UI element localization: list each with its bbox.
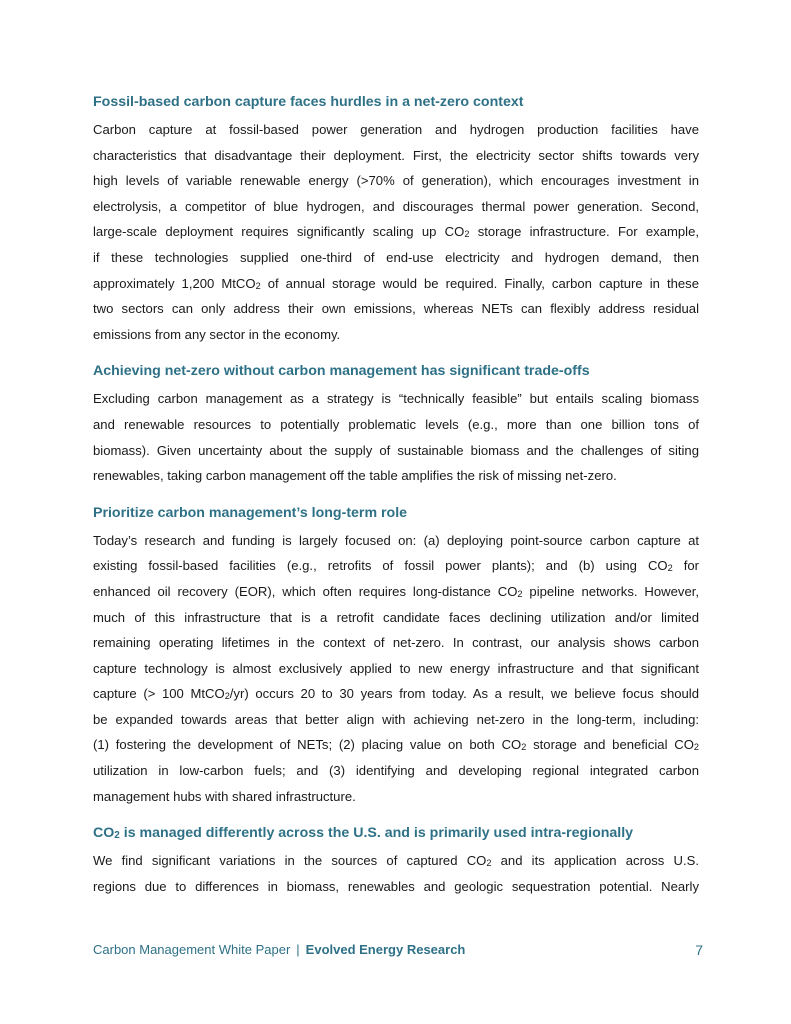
paragraph-line: management hubs with shared infrastructure. xyxy=(93,788,356,804)
subscript-2: 2 xyxy=(486,858,492,869)
subscript-2: 2 xyxy=(114,830,120,842)
section-heading: Achieving net-zero without carbon management has significant trade-offs xyxy=(93,363,590,380)
paragraph-line: utilization in low-carbon fuels; and (3) identifying and developing regional integrated carbon xyxy=(93,763,699,779)
subscript-2: 2 xyxy=(255,280,261,291)
paragraph-line: Excluding carbon management as a strategy is “technically feasible” but entails scaling biomass xyxy=(93,391,699,407)
paragraph-line: two sectors can only address their own emissions, whereas NETs can flexibly address residual xyxy=(93,301,699,317)
section-paragraph xyxy=(93,117,699,347)
section-without-carbon-management xyxy=(93,361,699,488)
subscript-2: 2 xyxy=(224,691,230,702)
section-paragraph xyxy=(93,848,699,899)
section-paragraph xyxy=(93,528,699,810)
paragraph-line: existing fossil-based facilities (e.g., retrofits of fossil power plants); and (b) using $CO_2$ for xyxy=(93,558,700,574)
footer-organization: Evolved Energy Research xyxy=(305,942,466,957)
paragraph-line: (1) fostering the development of NETs; (2) placing value on both $CO_2$ storage and beneficial $CO_2$ xyxy=(93,737,699,753)
paragraph-line: renewables, taking carbon management off the table amplifies the risk of missing net-zero. xyxy=(93,468,617,484)
section-heading: $CO_2$ is managed differently across the U.S. and is primarily used intra-regionally xyxy=(93,825,634,842)
paragraph-line: if these technologies supplied one-third of end-use electricity and hydrogen demand, then xyxy=(93,249,699,265)
paragraph-line: electrolysis, a competitor of blue hydrogen, and discourages thermal power generation. Second, xyxy=(93,198,699,214)
subscript-2: 2 xyxy=(521,742,527,753)
subscript-2: 2 xyxy=(693,742,699,753)
subscript-2: 2 xyxy=(667,563,673,574)
paragraph-line: We find significant variations in the sources of captured $CO_2$ and its application across U.S. xyxy=(93,853,700,869)
subscript-2: 2 xyxy=(517,588,523,599)
paragraph-line: capture (> 100 MtCO$_2$/yr) occurs 20 to 30 years from today. As a result, we believe focus should xyxy=(93,686,699,702)
section-long-term-role xyxy=(93,503,699,810)
footer-title: Carbon Management White Paper xyxy=(93,942,291,957)
paragraph-line: regions due to differences in biomass, renewables and geologic sequestration potential. Nearly xyxy=(93,878,699,894)
paragraph-line: characteristics that disadvantage their deployment. First, the electricity sector shifts towards very xyxy=(93,147,699,163)
paragraph-line: and renewable resources to potentially problematic levels (e.g., more than one billion tons of xyxy=(93,416,699,432)
paragraph-line: biomass). Given uncertainty about the supply of sustainable biomass and the challenges of siting xyxy=(93,442,699,458)
paragraph-line: be expanded towards areas that better align with achieving net-zero in the long-term, including: xyxy=(93,711,699,727)
subscript-2: 2 xyxy=(464,229,470,240)
section-heading: Prioritize carbon management’s long-term role xyxy=(93,504,408,521)
page-number: 7 xyxy=(695,942,703,958)
paragraph-line: Today’s research and funding is largely focused on: (a) deploying point-source carbon capture at xyxy=(93,532,699,548)
paragraph-line: high levels of variable renewable energy (>70% of generation), which encourages investment in xyxy=(93,173,699,189)
paragraph-line: large-scale deployment requires significantly scaling up $CO_2$ storage infrastructure. For example, xyxy=(93,224,700,240)
paragraph-line: emissions from any sector in the economy. xyxy=(93,326,341,342)
paragraph-line: enhanced oil recovery (EOR), which often requires long-distance $CO_2$ pipeline networks. However, xyxy=(93,583,700,599)
paragraph-line: much of this infrastructure that is a retrofit candidate faces declining utilization and/or limited xyxy=(93,609,699,625)
page-footer xyxy=(93,941,703,959)
paragraph-line: approximately 1,200 MtCO$_2$ of annual storage would be required. Finally, carbon capture in these xyxy=(93,275,699,291)
section-paragraph xyxy=(93,386,699,488)
paragraph-line: remaining operating lifetimes in the context of net-zero. In contrast, our analysis shows carbon xyxy=(93,635,699,651)
section-regional-co2 xyxy=(93,823,699,899)
section-fossil-capture xyxy=(93,92,699,347)
paragraph-line: Carbon capture at fossil-based power generation and hydrogen production facilities have xyxy=(93,122,699,137)
document-body xyxy=(93,92,699,913)
section-heading: Fossil-based carbon capture faces hurdles in a net-zero context xyxy=(93,94,524,110)
footer-separator: | xyxy=(296,942,300,957)
paragraph-line: capture technology is almost exclusively applied to new energy infrastructure and that significant xyxy=(93,660,699,676)
